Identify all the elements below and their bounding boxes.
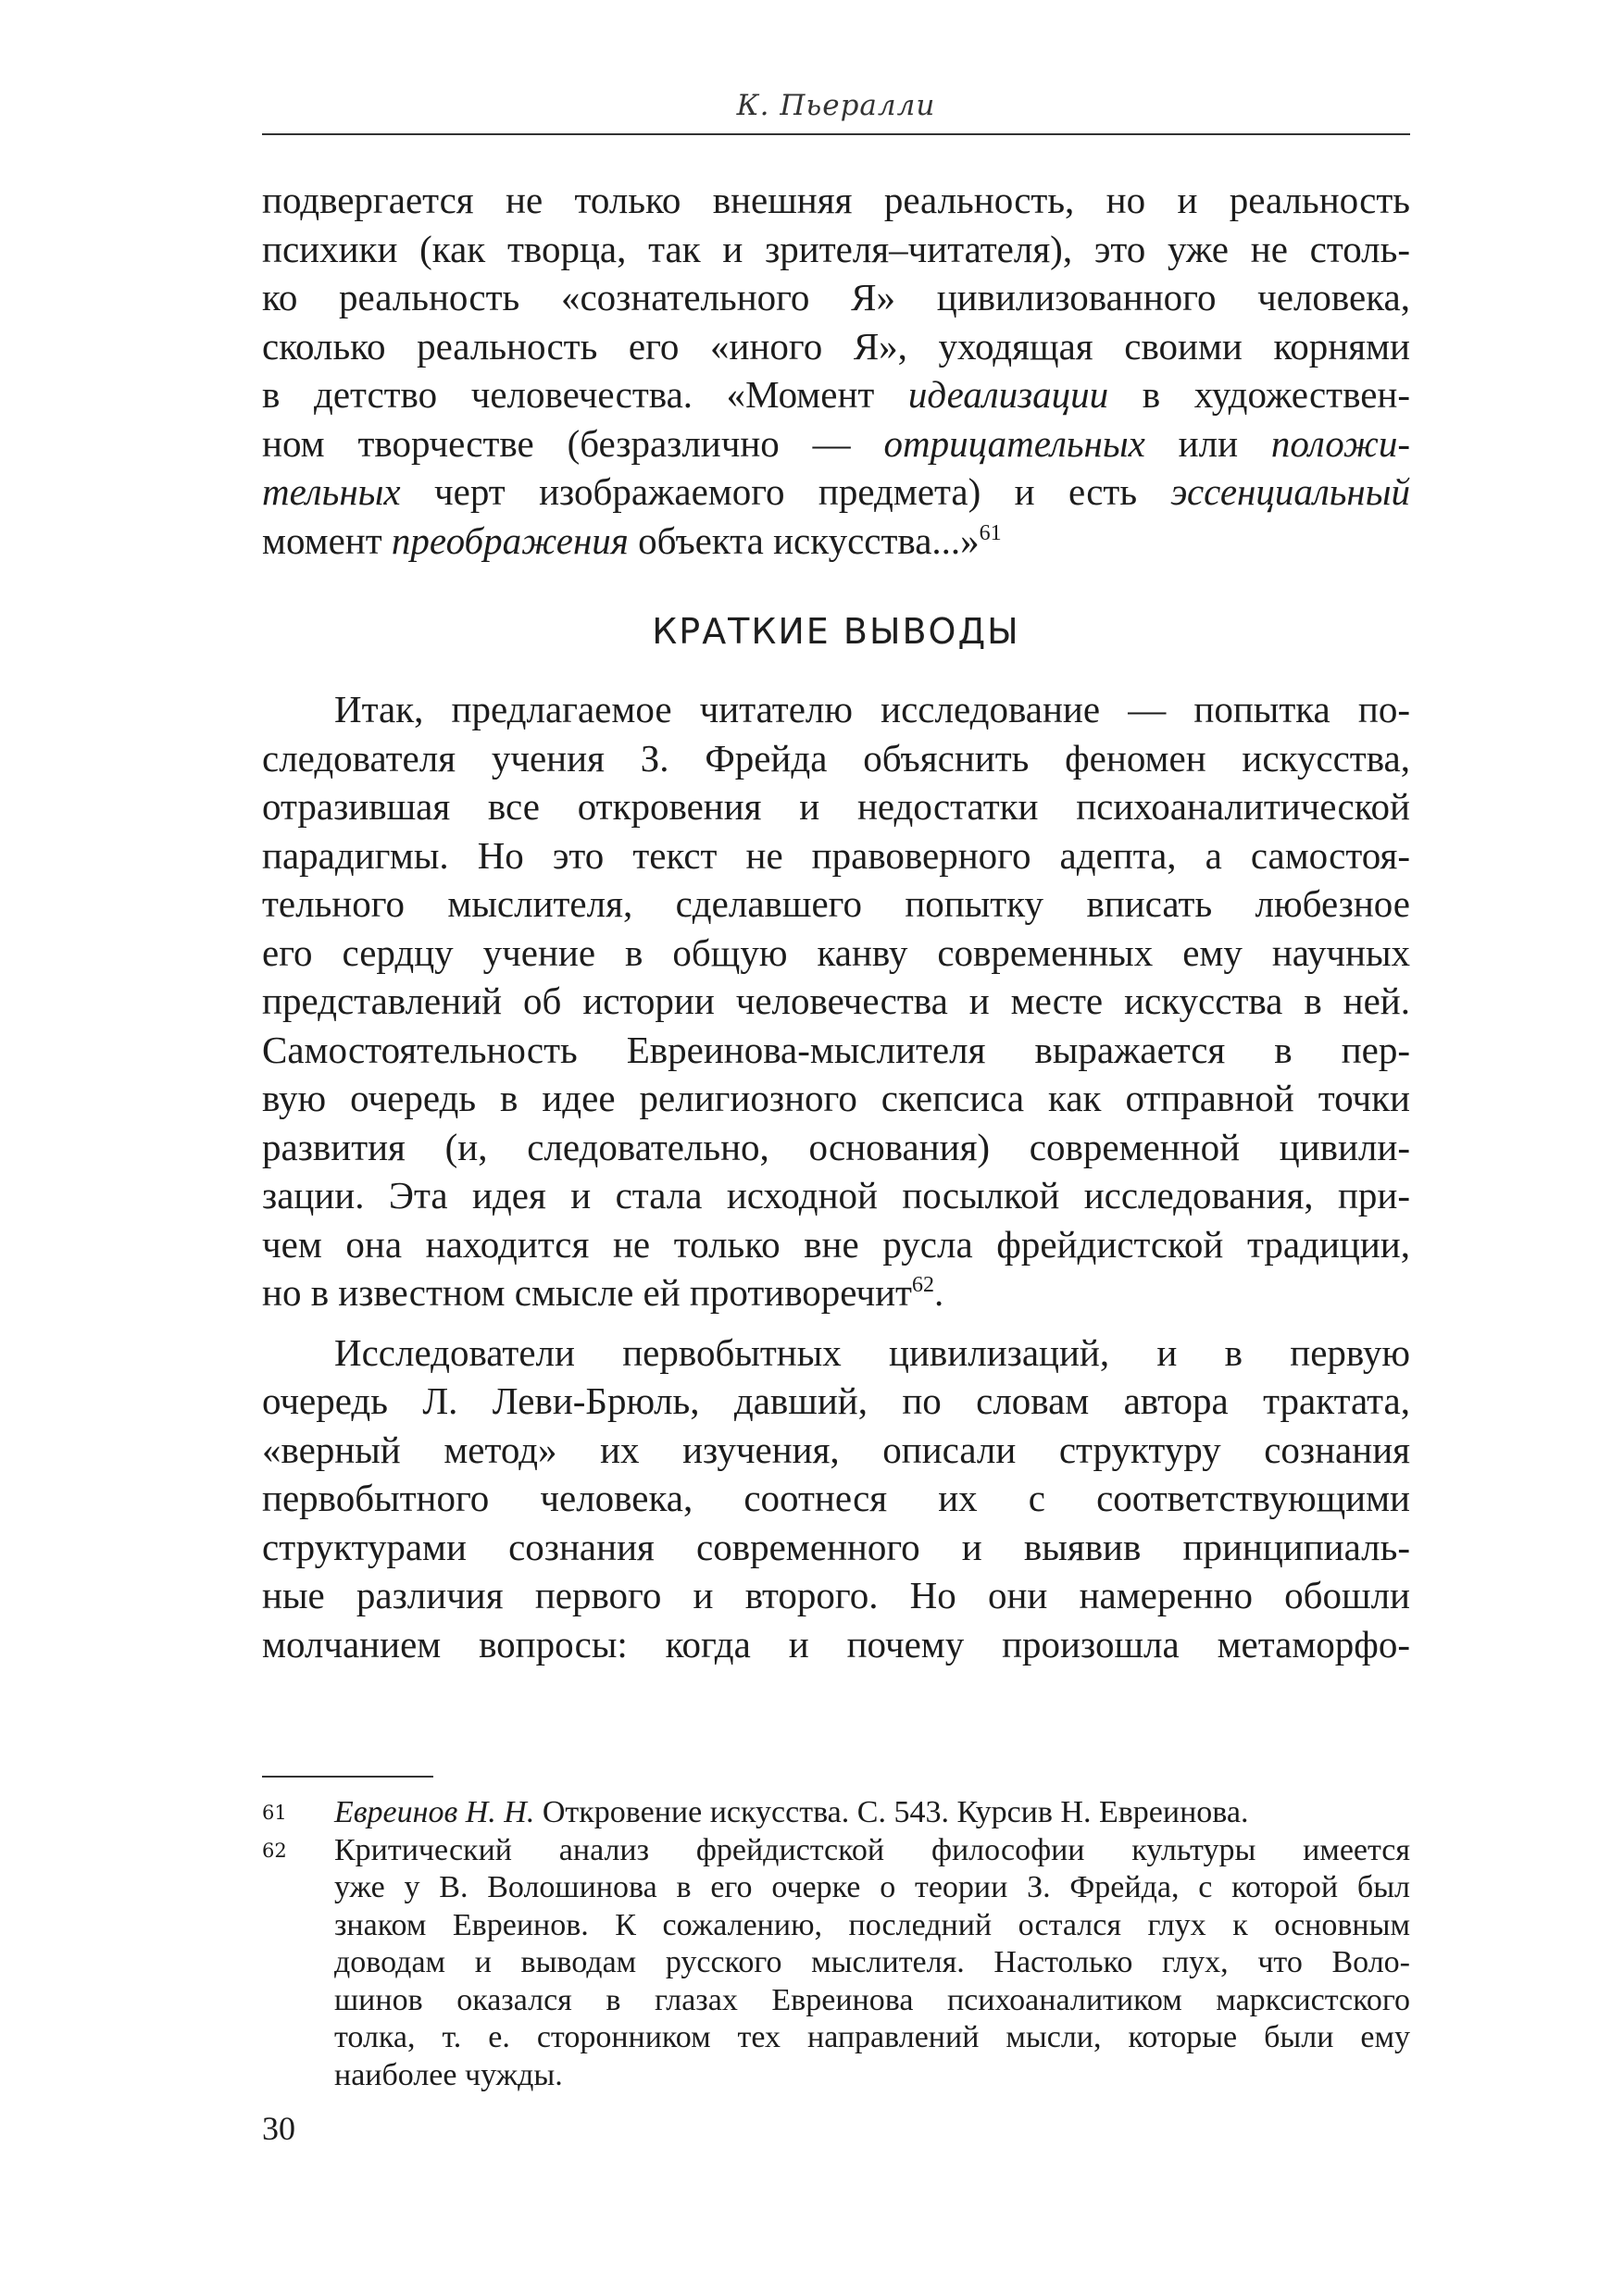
text-line: вую очередь в идее религиозного скепсиса как отправной точки (262, 1077, 1410, 1119)
text-run: момент (262, 518, 392, 562)
text-run: или (1144, 421, 1271, 465)
text-line: очередь Л. Леви-Брюль, давший, по словам автора трактата, (262, 1379, 1410, 1422)
top-paragraph (262, 176, 1410, 565)
text-line: молчанием вопросы: когда и почему произошла метаморфо- (262, 1622, 1410, 1666)
text-line: Самостоятельность Евреинова-мыслителя выражается в пер- (262, 1028, 1410, 1071)
footnote-line: уже у В. Волошинова в его очерке о теории З. Фрейда, с которой был (334, 1870, 1410, 1904)
text-run: в детство человечества. «Момент (262, 373, 908, 416)
footnote-ref-62[interactable]: 62 (911, 1273, 934, 1297)
footnote-ref-61[interactable]: 61 (979, 520, 1002, 545)
paragraph-gap (262, 1317, 1410, 1329)
footnote-line: наиболее чужды. (334, 2057, 563, 2092)
footnote-line: Критический анализ фрейдистской философии культуры имеется (334, 1832, 1410, 1867)
paragraph-2 (262, 1329, 1410, 1669)
text-line (262, 517, 1410, 566)
header-rule (262, 133, 1410, 135)
italic-run: преображения (391, 518, 629, 562)
footnote-number: 61 (262, 1802, 287, 1824)
text-run: но в известном смысле ей противоречит (262, 1271, 912, 1314)
text-line: развития (и, следовательно, основания) современной цивили- (262, 1125, 1410, 1168)
footnote-61 (262, 1794, 1410, 1832)
text-line: парадигмы. Но это текст не правоверного адепта, а самостоя- (262, 833, 1410, 877)
text-line: Итак, предлагаемое читателю исследование — попытка по- (334, 688, 1410, 730)
text-run: Откровение искусства. С. 543. Курсив Н. Евреинова. (534, 1795, 1249, 1829)
italic-run: эссенциальный (1170, 470, 1410, 513)
text-run: ном творчестве (безразлично — (262, 421, 884, 465)
text-line: представлений об истории человечества и месте искусства в ней. (262, 980, 1410, 1022)
text-line: «верный метод» их изучения, описали структуру сознания (262, 1428, 1410, 1471)
footnote-number: 62 (262, 1839, 287, 1862)
text-line: структурами сознания современного и выявив принципиаль- (262, 1525, 1410, 1568)
text-line: зации. Эта идея и стала исходной посылкой исследования, при- (262, 1174, 1410, 1217)
footnote-line (334, 1794, 1410, 1832)
text-line: чем она находится не только вне русла фрейдистской традиции, (262, 1222, 1410, 1266)
text-line: тельного мыслителя, сделавшего попытку вписать любезное (262, 882, 1410, 925)
footnote-rule (262, 1776, 433, 1778)
footnotes (262, 1794, 1410, 2094)
footnote-line: знаком Евреинов. К сожалению, последний остался глух к основным (334, 1907, 1410, 1942)
paragraph-1 (262, 685, 1410, 1317)
text-line: психики (как творца, так и зрителя–читателя), это уже не столь- (262, 227, 1410, 270)
italic-run: тельных (262, 470, 401, 513)
body-text (262, 176, 1410, 1668)
italic-run: идеализации (907, 373, 1109, 416)
text-line: Исследователи первобытных цивилизаций, и в первую (334, 1330, 1410, 1374)
footnote-author: Евреинов Н. Н. (334, 1795, 535, 1829)
text-run: объекта искусства...» (628, 518, 980, 562)
book-page (262, 0, 1410, 2296)
text-line (262, 1268, 1410, 1317)
text-line (262, 468, 1410, 517)
section-heading: КРАТКИЕ ВЫВОДЫ (652, 611, 1020, 652)
text-line: ные различия первого и второго. Но они намеренно обошли (262, 1574, 1410, 1616)
text-line: его сердцу учение в общую канву современных ему научных (262, 930, 1410, 974)
text-run: в художествен- (1108, 373, 1410, 416)
footnote-62 (262, 1832, 1410, 2095)
text-line (262, 419, 1410, 468)
footnote-line: толка, т. е. сторонником тех направлений мысли, которые были ему (334, 2020, 1410, 2054)
italic-run: положи- (1270, 421, 1411, 465)
text-line: отразившая все откровения и недостатки психоаналитической (262, 785, 1410, 828)
footnote-line: доводам и выводам русского мыслителя. Настолько глух, что Воло- (334, 1945, 1410, 1979)
text-line: сколько реальность его «иного Я», уходящая своими корнями (262, 324, 1410, 368)
text-line: ко реальность «сознательного Я» цивилизованного человека, (262, 276, 1410, 318)
page-number: 30 (262, 2110, 295, 2147)
text-line: подвергается не только внешняя реальность, но и реальность (262, 179, 1410, 221)
running-head: К. Пьералли (736, 89, 936, 122)
text-line: следователя учения З. Фрейда объяснить феномен искусства, (262, 736, 1410, 780)
text-line (262, 370, 1410, 419)
text-run: . (933, 1271, 944, 1314)
text-run: черт изображаемого предмета) и есть (400, 470, 1171, 513)
text-line: первобытного человека, соотнеся их с соответствующими (262, 1477, 1410, 1519)
italic-run: отрицательных (883, 421, 1145, 465)
footnote-line: шинов оказался в глазах Евреинова психоаналитиком марксистского (334, 1982, 1410, 2017)
